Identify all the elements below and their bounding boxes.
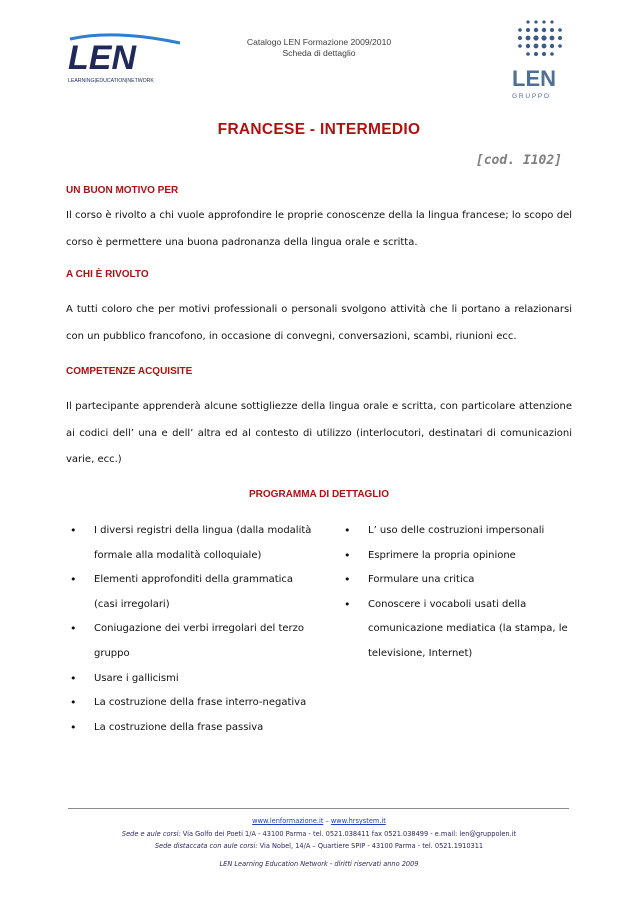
list-item: • Coniugazione dei verbi irregolari del terzo gruppo bbox=[66, 617, 316, 666]
lenformazione-link[interactable]: www.lenformazione.it bbox=[252, 817, 324, 825]
logo-right-caption: G R U P P O bbox=[512, 93, 549, 100]
bullet-icon: • bbox=[70, 720, 77, 734]
list-item: • Esprimere la propria opinione bbox=[340, 544, 572, 569]
program-title: PROGRAMMA DI DETTAGLIO bbox=[249, 489, 389, 500]
catalog-title: Catalogo LEN Formazione 2009/2010 bbox=[246, 37, 392, 47]
bullet-icon: • bbox=[70, 622, 77, 636]
list-item: • Elementi approfonditi della grammatica (casi irregolari) bbox=[66, 568, 316, 617]
footer-address-branch: Sede distaccata con aule corsi: Via Nobel, 14/A – Quartiere SPIP - 43100 Parma - tel. 0521.1910311 bbox=[154, 842, 484, 850]
course-code: [cod. I102] bbox=[475, 153, 562, 168]
list-item: • Conoscere i vocaboli usati della comunicazione mediatica (la stampa, le televisione, Internet) bbox=[340, 593, 572, 667]
program-list-left bbox=[66, 519, 316, 740]
list-item: • Usare i gallicismi bbox=[66, 667, 316, 692]
bullet-icon: • bbox=[70, 573, 77, 587]
logo-left-caption: LEARNING|EDUCATION|NETWORK bbox=[68, 78, 154, 84]
section-text-motivo: Il corso è rivolto a chi vuole approfondire le proprie conoscenze della la lingua francese; lo scopo del corso è permettere una buona padronanza della lingua orale e scritta. bbox=[66, 210, 572, 248]
bullet-icon: • bbox=[70, 524, 77, 537]
bullet-icon: • bbox=[344, 524, 351, 537]
bullet-icon: • bbox=[344, 548, 351, 562]
course-title: FRANCESE - INTERMEDIO bbox=[217, 121, 421, 138]
bullet-icon: • bbox=[70, 671, 77, 685]
section-heading-competenze: COMPETENZE ACQUISITE bbox=[66, 366, 193, 377]
svg-text:LEN: LEN bbox=[512, 66, 556, 91]
footer-copyright: LEN Learning Education Network - diritti riservati anno 2009 bbox=[219, 860, 419, 868]
list-item: • La costruzione della frase interro-negativa bbox=[66, 691, 316, 716]
bullet-icon: • bbox=[344, 573, 351, 587]
list-item: • L’ uso delle costruzioni impersonali bbox=[340, 519, 572, 544]
program-list-right bbox=[340, 519, 572, 667]
section-text-competenze: Il partecipante apprenderà alcune sottigliezze della lingua orale e scritta, con particolare attenzione ai codici dell’ una e dell’ altra ed al contesto di utilizzo (interlocutori, destinatari di comunicazioni varie, ecc.) bbox=[66, 401, 572, 465]
sheet-subtitle: Scheda di dettaglio bbox=[282, 48, 356, 58]
bullet-icon: • bbox=[70, 696, 77, 710]
footer-divider bbox=[68, 808, 569, 809]
list-item: • La costruzione della frase passiva bbox=[66, 716, 316, 741]
section-text-rivolto: A tutti coloro che per motivi professionali o personali svolgono attività che li portano a relazionarsi con un pubblico francofono, in occasione di convegni, conversazioni, scambi, riunioni ecc. bbox=[66, 304, 572, 342]
footer-links: www.lenformazione.it – www.hrsystem.it bbox=[252, 817, 386, 825]
section-heading-rivolto: A CHI È RIVOLTO bbox=[66, 269, 149, 280]
list-item: • I diversi registri della lingua (dalla modalità formale alla modalità colloquiale) bbox=[66, 519, 316, 568]
len-gruppo-logo bbox=[508, 18, 576, 102]
hrsystem-link[interactable]: www.hrsystem.it bbox=[330, 817, 386, 825]
svg-text:LEN: LEN bbox=[68, 39, 136, 77]
section-heading-motivo: UN BUON MOTIVO PER bbox=[66, 185, 179, 196]
bullet-icon: • bbox=[344, 597, 351, 611]
list-item: • Formulare una critica bbox=[340, 568, 572, 593]
footer-address-main: Sede e aule corsi: Via Golfo dei Poeti 1/A - 43100 Parma - tel. 0521.038411 fax 0521.038499 - e.mail: len@gruppolen.it bbox=[121, 830, 517, 838]
